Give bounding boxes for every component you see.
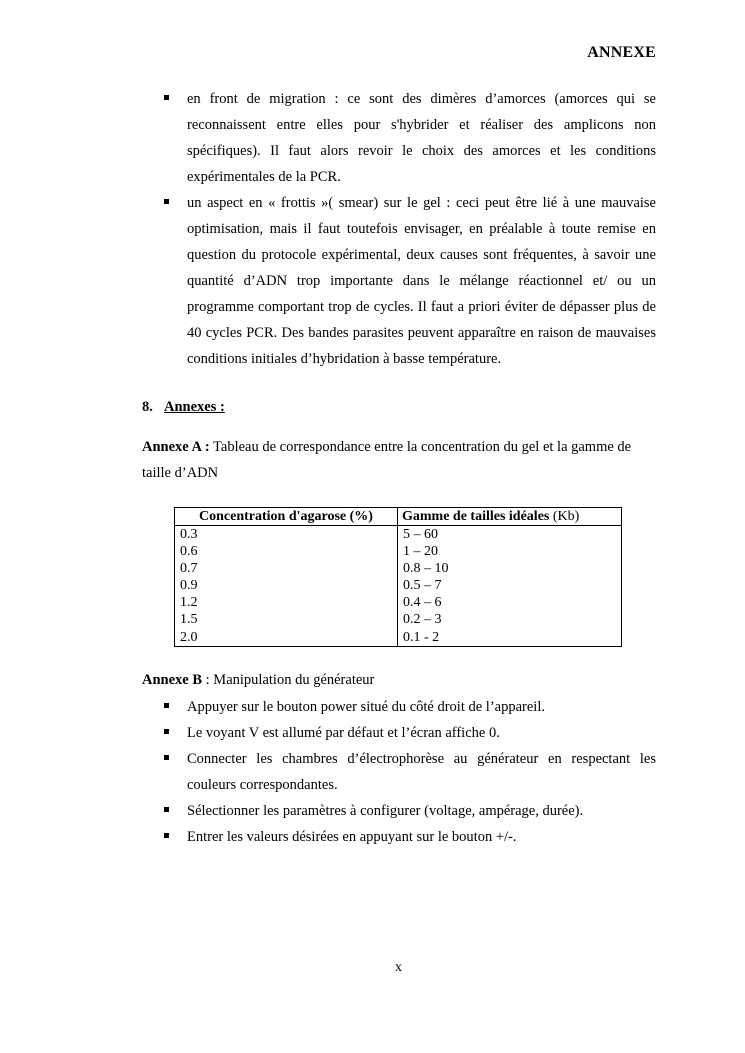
agarose-table [174, 507, 622, 647]
generator-steps-list [142, 694, 656, 850]
table-row [175, 526, 622, 544]
list-item-text: Connecter les chambres d’électrophorèse au générateur en respectant les couleurs correspondantes. [187, 751, 656, 793]
table-cell-concentration: 0.6 [175, 543, 398, 560]
table-header-size-label: Gamme de tailles idéales [402, 509, 550, 524]
table-cell-concentration: 1.5 [175, 611, 398, 628]
table-row [175, 611, 622, 628]
table-row [175, 543, 622, 560]
list-item [142, 798, 656, 824]
square-bullet-icon [164, 807, 169, 812]
square-bullet-icon [164, 703, 169, 708]
table-cell-concentration: 0.7 [175, 560, 398, 577]
list-item [142, 694, 656, 720]
table-cell-size-range: 1 – 20 [398, 543, 622, 560]
section-number: 8. [142, 399, 153, 415]
list-item [142, 746, 656, 798]
list-item [142, 824, 656, 850]
table-header-size-range [398, 508, 622, 526]
table-header-row [175, 508, 622, 526]
page-header-title: ANNEXE [587, 44, 656, 61]
list-item [142, 190, 656, 372]
table-cell-concentration: 1.2 [175, 594, 398, 611]
page-number: x [395, 960, 402, 975]
section-heading [142, 399, 225, 416]
table-header-size-unit: (Kb) [552, 509, 580, 524]
square-bullet-icon [164, 833, 169, 838]
table-cell-size-range: 0.1 - 2 [398, 629, 622, 647]
list-item-text: Appuyer sur le bouton power situé du côté droit de l’appareil. [187, 699, 545, 715]
table-cell-size-range: 0.2 – 3 [398, 611, 622, 628]
table-cell-concentration: 2.0 [175, 629, 398, 647]
table-cell-concentration: 0.9 [175, 577, 398, 594]
annexe-b-text: : Manipulation du générateur [202, 672, 375, 688]
list-item-text: Sélectionner les paramètres à configurer (voltage, ampérage, durée). [187, 803, 584, 819]
square-bullet-icon [164, 729, 169, 734]
troubleshooting-list [142, 86, 656, 372]
list-item-text: Le voyant V est allumé par défaut et l’écran affiche 0. [187, 725, 500, 741]
section-title: Annexes : [164, 399, 225, 415]
list-item-text: un aspect en « frottis »( smear) sur le gel : ceci peut être lié à une mauvaise optimisation, mais il faut toutefois envisager, en préalable à toute remise en question du protocole expérimental, deux causes sont fréquentes, à savoir une quantité d’ADN trop importante dans le mélange réactionnel et/ ou un programme comportant trop de cycles. Il faut a priori éviter de dépasser plus de 40 cycles PCR. Des bandes parasites peuvent apparaître en raison de mauvaises conditions initiales d’hybridation à basse température. [187, 195, 656, 367]
table-cell-concentration: 0.3 [175, 526, 398, 544]
annexe-b-label: Annexe B [142, 672, 203, 688]
table-cell-size-range: 5 – 60 [398, 526, 622, 544]
list-item [142, 720, 656, 746]
table-row [175, 629, 622, 647]
annexe-a-text: Tableau de correspondance entre la concentration du gel et la gamme de taille d’ADN [142, 439, 632, 481]
table-row [175, 594, 622, 611]
square-bullet-icon [164, 95, 169, 100]
square-bullet-icon [164, 755, 169, 760]
table-cell-size-range: 0.5 – 7 [398, 577, 622, 594]
table-cell-size-range: 0.4 – 6 [398, 594, 622, 611]
table-header-concentration: Concentration d'agarose (%) [175, 508, 398, 526]
list-item-text: Entrer les valeurs désirées en appuyant sur le bouton +/-. [187, 829, 517, 845]
table-row [175, 560, 622, 577]
annexe-a-label: Annexe A : [142, 439, 210, 455]
list-item [142, 86, 656, 190]
annexe-a-caption [142, 434, 656, 486]
list-item-text: en front de migration : ce sont des dimères d’amorces (amorces qui se reconnaissent entre elles pour s'hybrider et réaliser des amplicons non spécifiques). Il faut alors revoir le choix des amorces et les conditions expérimentales de la PCR. [187, 91, 656, 185]
table-row [175, 577, 622, 594]
square-bullet-icon [164, 199, 169, 204]
annexe-b-caption [142, 670, 374, 690]
table-cell-size-range: 0.8 – 10 [398, 560, 622, 577]
